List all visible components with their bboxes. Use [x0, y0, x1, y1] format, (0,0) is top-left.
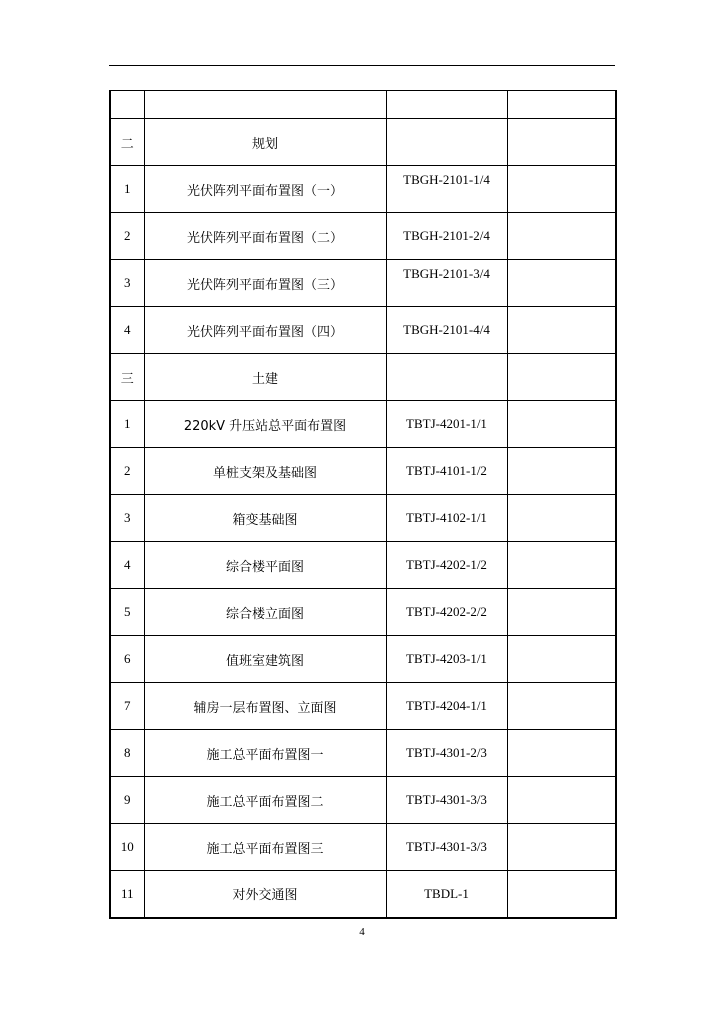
section-row: [110, 119, 616, 166]
drawing-code: [386, 91, 507, 119]
table-row: [110, 91, 616, 119]
drawing-name: 对外交通图: [144, 871, 386, 918]
row-number: 6: [110, 636, 144, 683]
row-number: 9: [110, 777, 144, 824]
row-number: [110, 91, 144, 119]
remark-cell: [507, 91, 616, 119]
table-row: [110, 824, 616, 871]
page-number: 4: [359, 926, 365, 938]
row-number: 2: [110, 213, 144, 260]
remark-cell: [507, 589, 616, 636]
drawing-code: TBTJ-4102-1/1: [386, 495, 507, 542]
table-row: [110, 589, 616, 636]
drawing-code: TBTJ-4201-1/1: [386, 401, 507, 448]
drawing-name: 值班室建筑图: [144, 636, 386, 683]
drawing-name: 综合楼平面图: [144, 542, 386, 589]
drawing-code: TBTJ-4204-1/1: [386, 683, 507, 730]
remark-cell: [507, 730, 616, 777]
drawing-name: 光伏阵列平面布置图（二）: [144, 213, 386, 260]
drawing-code: TBDL-1: [386, 871, 507, 918]
drawing-name: 220kV 升压站总平面布置图: [144, 401, 386, 448]
section-title: 规划: [144, 119, 386, 166]
drawing-code: TBTJ-4101-1/2: [386, 448, 507, 495]
section-row: [110, 354, 616, 401]
remark-cell: [507, 495, 616, 542]
drawing-name: 单桩支架及基础图: [144, 448, 386, 495]
drawing-code: TBTJ-4301-3/3: [386, 824, 507, 871]
drawing-code: TBGH-2101-1/4: [386, 166, 507, 213]
row-number: 10: [110, 824, 144, 871]
remark-cell: [507, 401, 616, 448]
table-row: [110, 683, 616, 730]
row-number: 2: [110, 448, 144, 495]
row-number: 1: [110, 166, 144, 213]
drawing-name: 光伏阵列平面布置图（四）: [144, 307, 386, 354]
row-number: 4: [110, 307, 144, 354]
drawing-code: [386, 119, 507, 166]
section-number: 三: [110, 354, 144, 401]
remark-cell: [507, 683, 616, 730]
remark-cell: [507, 542, 616, 589]
row-number: 7: [110, 683, 144, 730]
table-row: [110, 448, 616, 495]
row-number: 5: [110, 589, 144, 636]
section-number: 二: [110, 119, 144, 166]
table-row: [110, 401, 616, 448]
table-row: [110, 542, 616, 589]
drawing-code: TBTJ-4202-1/2: [386, 542, 507, 589]
drawing-code: TBTJ-4203-1/1: [386, 636, 507, 683]
remark-cell: [507, 777, 616, 824]
row-number: 11: [110, 871, 144, 918]
remark-cell: [507, 354, 616, 401]
remark-cell: [507, 119, 616, 166]
section-title: 土建: [144, 354, 386, 401]
drawing-code: TBTJ-4202-2/2: [386, 589, 507, 636]
drawing-name: 施工总平面布置图一: [144, 730, 386, 777]
drawing-code: [386, 354, 507, 401]
table-row: [110, 166, 616, 213]
row-number: 4: [110, 542, 144, 589]
remark-cell: [507, 636, 616, 683]
drawing-name: [144, 91, 386, 119]
remark-cell: [507, 213, 616, 260]
drawing-name: 施工总平面布置图二: [144, 777, 386, 824]
row-number: 3: [110, 495, 144, 542]
drawing-code: TBTJ-4301-3/3: [386, 777, 507, 824]
drawing-list-table: [109, 90, 617, 919]
drawing-code: TBTJ-4301-2/3: [386, 730, 507, 777]
table-row: [110, 871, 616, 918]
drawing-name: 光伏阵列平面布置图（三）: [144, 260, 386, 307]
drawing-code: TBGH-2101-2/4: [386, 213, 507, 260]
remark-cell: [507, 448, 616, 495]
remark-cell: [507, 260, 616, 307]
table-row: [110, 636, 616, 683]
table-row: [110, 213, 616, 260]
row-number: 1: [110, 401, 144, 448]
row-number: 8: [110, 730, 144, 777]
remark-cell: [507, 166, 616, 213]
table-row: [110, 260, 616, 307]
row-number: 3: [110, 260, 144, 307]
drawing-name: 综合楼立面图: [144, 589, 386, 636]
remark-cell: [507, 307, 616, 354]
table-row: [110, 307, 616, 354]
drawing-code: TBGH-2101-4/4: [386, 307, 507, 354]
remark-cell: [507, 824, 616, 871]
table-row: [110, 777, 616, 824]
remark-cell: [507, 871, 616, 918]
drawing-name: 光伏阵列平面布置图（一）: [144, 166, 386, 213]
drawing-name: 施工总平面布置图三: [144, 824, 386, 871]
table-row: [110, 730, 616, 777]
drawing-code: TBGH-2101-3/4: [386, 260, 507, 307]
table-row: [110, 495, 616, 542]
header-rule: [109, 65, 615, 66]
drawing-name: 辅房一层布置图、立面图: [144, 683, 386, 730]
drawing-name: 箱变基础图: [144, 495, 386, 542]
